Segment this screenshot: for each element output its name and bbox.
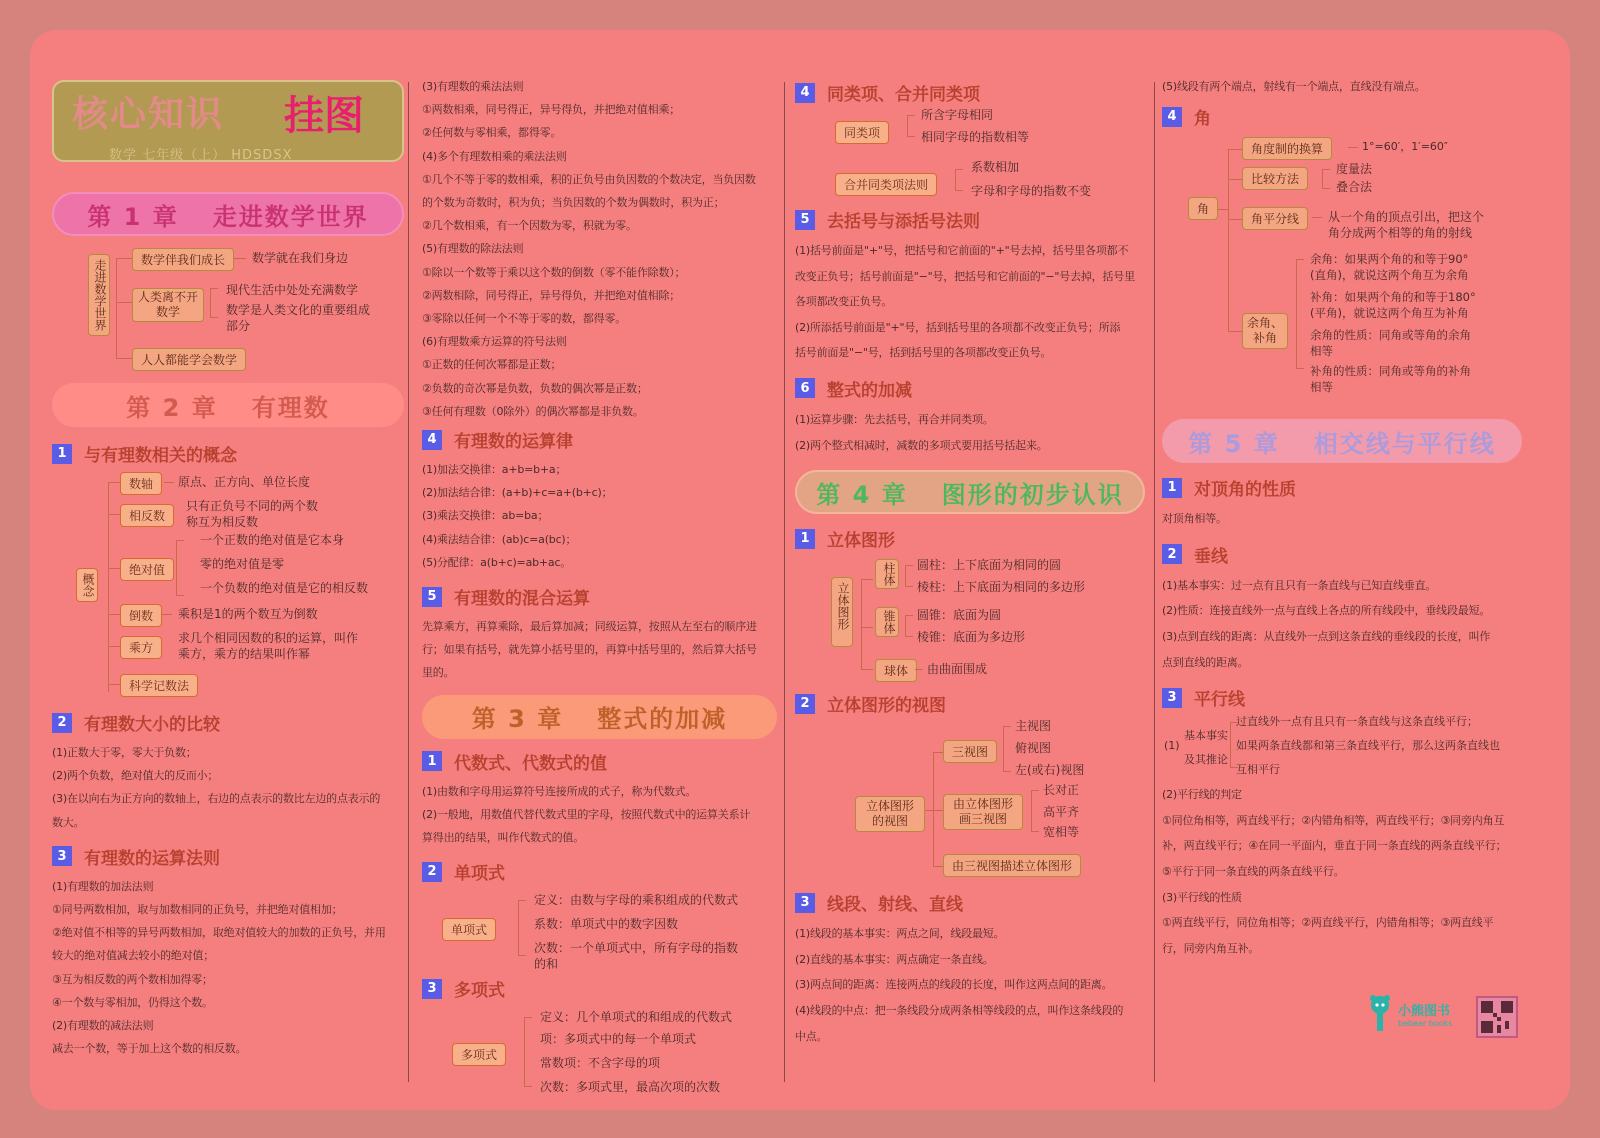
view-detail: 俯视图 xyxy=(1015,741,1052,756)
section-title: 垂线 xyxy=(1194,546,1228,567)
chapter-4-title: 图形的初步认识 xyxy=(941,480,1124,509)
qr-code-icon xyxy=(1476,996,1518,1038)
brand-en: bebear books xyxy=(1398,1019,1453,1028)
section-heading xyxy=(1162,542,1522,567)
section-title: 角 xyxy=(1194,109,1211,130)
section-title: 去括号与添括号法则 xyxy=(827,212,980,232)
parallel-facts xyxy=(1162,716,1522,782)
view-detail: 高平齐 xyxy=(1043,805,1080,820)
section-title: 立体图形的视图 xyxy=(827,696,946,717)
section-number: 2 xyxy=(422,862,442,882)
section-title: 有理数大小的比较 xyxy=(84,715,220,735)
angle-detail: 从一个角的顶点引出，把这个 xyxy=(1328,210,1485,225)
concept-detail: 乘积是1的两个数互为倒数 xyxy=(178,607,318,621)
section-number: 3 xyxy=(52,846,72,866)
node-everyone: 人人都能学会数学 xyxy=(132,348,246,371)
chapter-1-banner xyxy=(52,192,404,236)
section-heading xyxy=(52,441,404,466)
monomial-detail: 系数：单项式中的数字因数 xyxy=(534,917,679,932)
view-detail: 左(或右)视图 xyxy=(1015,763,1085,778)
solid-detail: 圆柱：上下底面为相同的圆 xyxy=(917,558,1062,573)
monomial-detail: 定义：由数与字母的乘积组成的代数式 xyxy=(534,893,739,908)
section-heading xyxy=(1162,685,1522,710)
lines-endpoints-text: (5)线段有两个端点，射线有一个端点，直线没有端点。 xyxy=(1162,80,1426,93)
node-need-detail-1: 现代生活中处处充满数学 xyxy=(226,283,359,297)
chapter-5-title: 相交线与平行线 xyxy=(1313,429,1496,458)
tree-root: 角 xyxy=(1188,197,1218,220)
monomial-tree xyxy=(422,890,777,970)
section-title: 对顶角的性质 xyxy=(1194,480,1296,501)
chapter-1-title: 走进数学世界 xyxy=(212,202,369,231)
section-number: 1 xyxy=(795,529,815,549)
section-heading xyxy=(422,976,777,1001)
section-heading xyxy=(422,749,777,774)
column-divider xyxy=(1154,82,1155,1082)
column-3 xyxy=(795,80,1145,1049)
parallel-fact: 互相平行 xyxy=(1236,763,1280,777)
angle-detail: 补角：如果两个角的和等于180° xyxy=(1310,290,1476,305)
prism-group: 柱体 xyxy=(875,559,899,589)
column-divider xyxy=(784,82,785,1082)
chapter-2-title: 有理数 xyxy=(251,393,330,422)
chapter-5-number: 第 5 章 xyxy=(1188,429,1280,458)
concept-reciprocal: 倒数 xyxy=(120,604,162,627)
concept-detail: 乘方，乘方的结果叫作幂 xyxy=(178,647,311,661)
section-number: 2 xyxy=(52,713,72,733)
brand-logo xyxy=(1368,995,1452,1033)
angle-detail: 余角的性质：同角或等角的余角 xyxy=(1310,328,1471,343)
angle-detail: 相等 xyxy=(1310,380,1333,395)
tree-root: 概念 xyxy=(76,568,98,602)
chapter-4-number: 第 4 章 xyxy=(816,480,908,509)
parallel-fact: 如果两条直线都和第三条直线平行，那么这两条直线也 xyxy=(1236,739,1500,753)
chapter-3-number: 第 3 章 xyxy=(471,705,564,734)
bear-icon xyxy=(1368,995,1392,1033)
concept-detail: 一个正数的绝对值是它本身 xyxy=(200,533,345,547)
parallel-label: (1) xyxy=(1164,739,1180,753)
parallel-label: 及其推论 xyxy=(1184,753,1228,767)
monomial-detail: 的和 xyxy=(534,957,559,972)
section-number: 4 xyxy=(795,83,815,103)
concept-detail: 零的绝对值是零 xyxy=(200,557,285,571)
polynomial-detail: 定义：几个单项式的和组成的代数式 xyxy=(540,1010,733,1025)
multiplication-rules-text: (3)有理数的乘法法则 ①两数相乘，同号得正，异号得负，并把绝对值相乘； ②任何数与零相乘，都得零。 (4)多个有理数相乘的乘法法则 ①几个不等于零的数相乘，积的正负号由负因数的个数决定，当负因数 的个数为奇数时，积为负；当负因数的个数为偶数时，积为正； ②几个数相乘，有一个因数为零，积就为零。 (5)有理数的除法法则 ①除以一个数等于乘以这个数的倒数（零不能作除数）； ②两数相除，同号得正，异号得负，并把绝对值相除； ③零除以任何一个不等于零的数，都得零。 (6)有理数乘方运算的符号法则 ①正数的任何次幂都是正数； ②负数的奇次幂是负数，负数的偶次幂是正数； ③任何有理数（0除外）的偶次幂都是非负数。 xyxy=(422,80,756,418)
complement-node: 余角、补角 xyxy=(1242,313,1288,349)
section-title: 代数式、代数式的值 xyxy=(454,753,607,774)
lines-text: (1)线段的基本事实：两点之间，线段最短。 (2)直线的基本事实：两点确定一条直线。 (3)两点间的距离：连接两点的线段的长度，叫作这两点间的距离。 (4)线段的中点：把一条线段分成两条相等线段的点，叫作这条线段的 中点。 xyxy=(795,927,1124,1043)
node-grow: 数学伴我们成长 xyxy=(132,248,234,271)
three-views-node: 三视图 xyxy=(943,740,997,763)
section-title: 同类项、合并同类项 xyxy=(827,85,980,105)
concept-detail: 称互为相反数 xyxy=(186,515,259,529)
section-number: 3 xyxy=(422,979,442,999)
angle-detail: 度量法 xyxy=(1336,162,1373,177)
title-main: 核心知识 xyxy=(72,94,225,135)
compare-method-node: 比较方法 xyxy=(1242,167,1308,190)
section-heading xyxy=(1162,475,1522,500)
section-number: 1 xyxy=(52,444,72,464)
column-2 xyxy=(422,75,777,1097)
section-number: 4 xyxy=(1162,107,1182,127)
node-need: 人类离不开数学 xyxy=(132,288,204,322)
brackets-text: (1)括号前面是"+"号，把括号和它前面的"+"号去掉，括号里各项都不 改变正负号；括号前面是"−"号，把括号和它前面的"−"号去掉，括号里 各项都改变正负号。 (2)所添括号前面是"+"号，括到括号里的各项都不改变正负号；所添 括号前面是"−"号，括到括号里的各项都改变正负号。 xyxy=(795,244,1135,360)
mixed-ops-text: 先算乘方，再算乘除，最后算加减；同级运算，按照从左至右的顺序进 行；如果有括号，就先算小括号里的，再算中括号里的，然后算大括号 里的。 xyxy=(422,620,757,680)
poster-title xyxy=(52,80,404,162)
rules-text: (1)有理数的加法法则 ①同号两数相加，取与加数相同的正负号，并把绝对值相加； ②绝对值不相等的异号两数相加，取绝对值较大的加数的正负号，并用 较大的绝对值减去较小的绝对值； ③互为相反数的两个数相加得零； ④一个数与零相加，仍得这个数。 (2)有理数的减法法则 减去一个数，等于加上这个数的相反数。 xyxy=(52,879,386,1056)
angle-detail: 余角：如果两个角的和等于90° xyxy=(1310,252,1469,267)
concept-detail: 一个负数的绝对值是它的相反数 xyxy=(200,581,369,595)
poster xyxy=(30,30,1570,1110)
parallel-fact: 过直线外一点有且只有一条直线与这条直线平行； xyxy=(1236,715,1478,729)
concept-scientific: 科学记数法 xyxy=(120,674,198,697)
view-detail: 长对正 xyxy=(1043,783,1080,798)
section-title: 有理数的运算法则 xyxy=(84,848,220,869)
view-detail: 主视图 xyxy=(1015,719,1052,734)
chapter-1-tree xyxy=(52,246,404,381)
column-4 xyxy=(1162,75,1522,961)
concept-detail: 求几个相同因数的积的运算，叫作 xyxy=(178,631,359,645)
combine-rule-detail: 系数相加 xyxy=(971,160,1020,174)
polynomial-detail: 常数项：不含字母的项 xyxy=(540,1056,661,1071)
section-title: 多项式 xyxy=(454,981,505,1002)
section-number: 2 xyxy=(795,694,815,714)
section-title: 单项式 xyxy=(454,864,505,885)
section-heading xyxy=(422,584,777,609)
tree-root: 立体图形的视图 xyxy=(855,796,925,832)
section-title: 有理数的混合运算 xyxy=(454,589,590,610)
vertical-angles-text: 对顶角相等。 xyxy=(1162,512,1227,526)
solid-detail: 由曲面围成 xyxy=(927,662,988,677)
polynomial-tree xyxy=(422,1007,777,1097)
solid-detail: 圆锥：底面为圆 xyxy=(917,608,1002,623)
chapter-1-number: 第 1 章 xyxy=(87,202,179,231)
combine-rule-node: 合并同类项法则 xyxy=(835,173,937,196)
describe-solid-node: 由三视图描述立体图形 xyxy=(943,854,1081,877)
compare-text: (1)正数大于零，零大于负数； (2)两个负数，绝对值大的反而小； (3)在以向右为正方向的数轴上，右边的点表示的数比左边的点表示的 数大。 xyxy=(52,746,381,829)
tree-root: 走进数学世界 xyxy=(88,254,110,336)
column-1 xyxy=(52,80,404,1060)
angle-conversion-node: 角度制的换算 xyxy=(1242,137,1332,160)
angle-detail: (直角)，就说这两个角互为余角 xyxy=(1310,268,1469,283)
tree-root: 单项式 xyxy=(442,918,496,941)
concept-detail: 只有正负号不同的两个数 xyxy=(186,499,319,513)
chapter-2-banner xyxy=(52,383,404,427)
section-title: 与有理数相关的概念 xyxy=(84,446,237,466)
section-number: 4 xyxy=(422,430,442,450)
brand-name: 小熊图书 xyxy=(1398,1004,1451,1019)
node-need-detail-2: 数学是人类文化的重要组成部分 xyxy=(226,303,371,333)
chapter-3-title: 整式的加减 xyxy=(597,705,728,734)
algebraic-expr-text: (1)由数和字母用运算符号连接所成的式子，称为代数式。 (2)一般地，用数值代替代数式里的字母，按照代数式中的运算关系计 算得出的结果，叫作代数式的值。 xyxy=(422,784,751,845)
section-heading xyxy=(795,207,1145,232)
tree-root: 多项式 xyxy=(452,1043,506,1066)
chapter-2-number: 第 2 章 xyxy=(126,393,218,422)
angle-detail: 补角的性质：同角或等角的补角 xyxy=(1310,364,1471,379)
node-grow-detail: 数学就在我们身边 xyxy=(252,251,349,265)
solid-detail: 棱柱：上下底面为相同的多边形 xyxy=(917,580,1086,595)
angle-detail: 叠合法 xyxy=(1336,180,1373,195)
concept-absolute: 绝对值 xyxy=(120,558,174,581)
draw-views-node: 由立体图形画三视图 xyxy=(943,794,1023,830)
section-heading xyxy=(795,890,1145,915)
solid-detail: 棱锥：底面为多边形 xyxy=(917,630,1026,645)
angle-detail: 相等 xyxy=(1310,344,1333,359)
column-divider xyxy=(408,82,409,1082)
like-terms-tree xyxy=(795,108,1145,203)
angle-detail: (平角)，就说这两个角互为补角 xyxy=(1310,306,1469,321)
section-heading xyxy=(422,427,777,452)
section-title: 线段、射线、直线 xyxy=(827,895,963,916)
perpendicular-text: (1)基本事实：过一点有且只有一条直线与已知直线垂直。 (2)性质：连接直线外一点与直线上各点的所有线段中，垂线段最短。 (3)点到直线的距离：从直线外一点到这条直线的垂线段的长度，叫作 点到直线的距离。 xyxy=(1162,578,1491,669)
section-number: 5 xyxy=(795,210,815,230)
section-heading xyxy=(795,376,1145,401)
section-heading xyxy=(795,80,1145,105)
section-title: 立体图形 xyxy=(827,531,895,552)
section-title: 有理数的运算律 xyxy=(454,432,573,453)
title-sub: 数学 七年级（上） HDSDSX xyxy=(109,148,293,163)
parallel-label: 基本事实 xyxy=(1184,729,1228,743)
laws-text: (1)加法交换律：a+b=b+a； (2)加法结合律：(a+b)+c=a+(b+c)； (3)乘法交换律：ab=ba； (4)乘法结合律：(ab)c=a(bc)； (5)分配律：a(b+c)=ab+ac。 xyxy=(422,463,613,569)
views-tree xyxy=(795,719,1145,882)
section-number: 3 xyxy=(795,893,815,913)
combine-rule-detail: 字母和字母的指数不变 xyxy=(971,184,1092,198)
concept-number-line: 数轴 xyxy=(120,472,162,495)
chapter-3-banner xyxy=(422,695,777,739)
section-title: 平行线 xyxy=(1194,690,1245,711)
section-title: 整式的加减 xyxy=(827,380,912,401)
section-heading xyxy=(52,844,404,869)
section-number: 5 xyxy=(422,587,442,607)
section-heading xyxy=(422,859,777,884)
section-heading xyxy=(795,691,1145,716)
monomial-detail: 次数：一个单项式中，所有字母的指数 xyxy=(534,941,739,956)
chapter-5-banner xyxy=(1162,419,1522,463)
solids-tree xyxy=(795,557,1145,687)
section-heading xyxy=(1162,104,1522,129)
concept-power: 乘方 xyxy=(120,636,162,659)
concept-detail: 原点、正方向、单位长度 xyxy=(178,475,311,489)
polynomial-detail: 项：多项式中的每一个单项式 xyxy=(540,1032,697,1047)
polynomial-ops-text: (1)运算步骤：先去括号，再合并同类项。 (2)两个整式相减时，减数的多项式要用括号括起来。 xyxy=(795,412,1048,452)
section-heading xyxy=(795,526,1145,551)
section-number: 1 xyxy=(1162,478,1182,498)
angle-detail: 角分成两个相等的角的射线 xyxy=(1328,226,1473,241)
title-accent: 挂图 xyxy=(284,93,364,139)
pyramid-group: 锥体 xyxy=(875,607,899,637)
section-number: 2 xyxy=(1162,544,1182,564)
concept-opposite: 相反数 xyxy=(120,504,174,527)
like-terms-node: 同类项 xyxy=(835,121,889,144)
section-number: 1 xyxy=(422,751,442,771)
like-terms-detail: 相同字母的指数相等 xyxy=(921,130,1030,144)
tree-root: 立体图形 xyxy=(831,577,853,647)
chapter-4-banner xyxy=(795,470,1145,514)
polynomial-detail: 次数：多项式里，最高次项的次数 xyxy=(540,1080,721,1095)
bisector-node: 角平分线 xyxy=(1242,207,1308,230)
parallel-text: (2)平行线的判定 ①同位角相等，两直线平行；②内错角相等，两直线平行；③同旁内角互 补，两直线平行；④在同一平面内，垂直于同一条直线的两条直线平行； ⑤平行于同一条直线的两条直线平行。 (3)平行线的性质 ①两直线平行，同位角相等；②两直线平行，内错角相等；③两直线平 行，同旁内角互补。 xyxy=(1162,788,1507,955)
angle-tree xyxy=(1162,135,1522,395)
concepts-tree xyxy=(52,472,404,702)
section-number: 6 xyxy=(795,378,815,398)
angle-detail: 1°=60′，1′=60″ xyxy=(1362,140,1449,154)
section-heading xyxy=(52,710,404,735)
like-terms-detail: 所含字母相同 xyxy=(921,108,994,122)
view-detail: 宽相等 xyxy=(1043,825,1080,840)
section-number: 3 xyxy=(1162,688,1182,708)
sphere-group: 球体 xyxy=(875,659,917,682)
